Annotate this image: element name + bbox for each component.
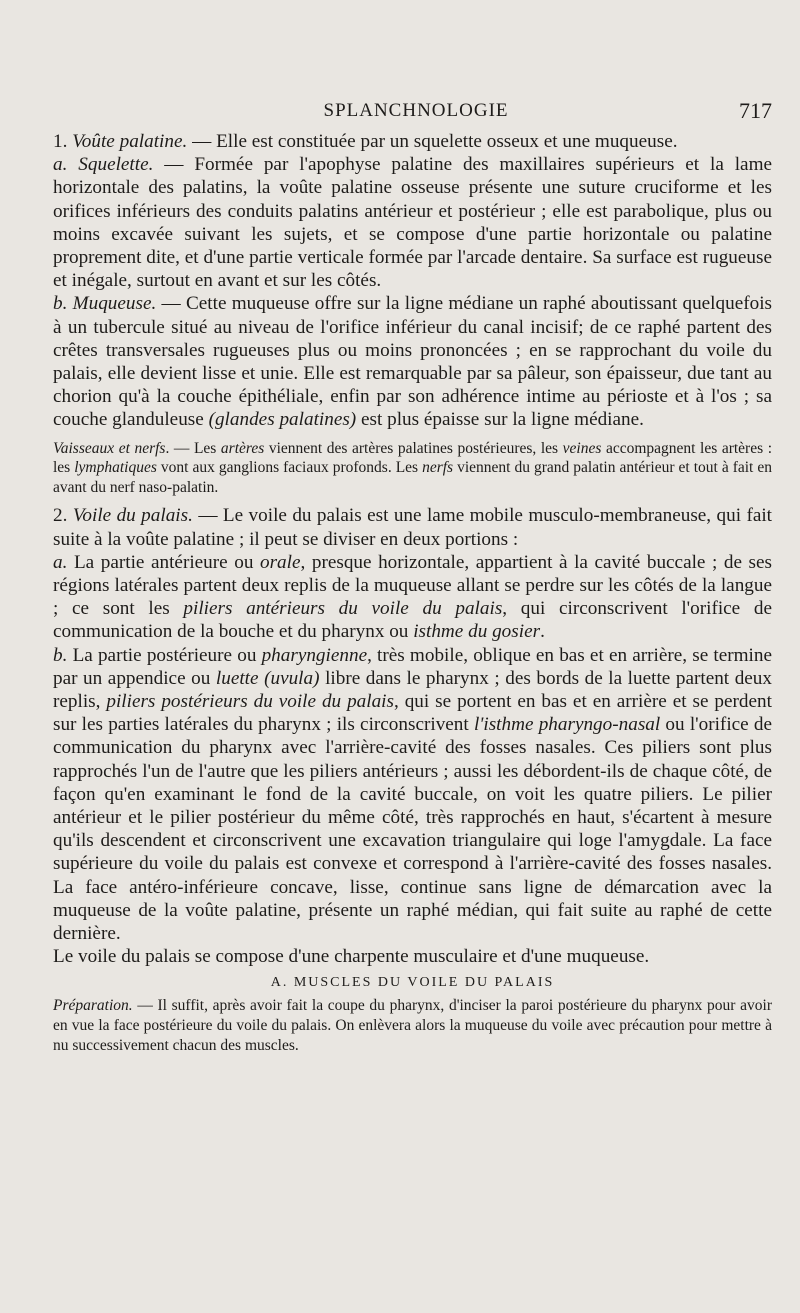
section-heading: A. MUSCLES DU VOILE DU PALAIS xyxy=(270,975,555,991)
term: (glandes palatines) xyxy=(208,409,357,431)
paragraph-muqueuse xyxy=(53,292,772,431)
term: Préparation. xyxy=(53,997,133,1015)
note-text: vont aux ganglions faciaux profonds. Les xyxy=(156,459,423,477)
paragraph-text: — Le voile du palais est une lame mobile musculo-membraneuse, qui fait suite à la voûte palatine ; il peut se diviser en deux portions : xyxy=(53,505,773,550)
paragraph-text: , presque horizontale, appartient à la cavité buccale ; de ses régions latérales partent deux replis de la muqueuse allant se perdre sur les côtés de la langue ; ce sont les xyxy=(53,551,772,620)
running-header xyxy=(60,98,772,124)
item-letter: b. xyxy=(53,293,73,315)
note-text: viennent du grand palatin antérieur et tout à fait en avant du nerf naso-palatin. xyxy=(53,459,772,496)
note-text: accompagnent les artères : les xyxy=(53,439,772,477)
paragraph-text: . xyxy=(540,621,545,643)
paragraph-voile-du-palais xyxy=(53,504,772,550)
term: Squelette. xyxy=(78,154,154,176)
paragraph-partie-anterieure xyxy=(53,551,772,644)
term: Voile du palais. xyxy=(72,505,193,527)
term: piliers antérieurs du voile du palais xyxy=(183,598,503,620)
paragraph-voute-palatine xyxy=(53,130,772,153)
term: Vaisseaux et nerfs xyxy=(53,439,166,457)
note-preparation xyxy=(53,996,772,1055)
note-text: viennent des artères palatines postérieures, les xyxy=(264,439,563,457)
term: piliers postérieurs du voile du palais xyxy=(106,691,394,713)
term: luette (uvula) xyxy=(215,667,320,689)
paragraph-text: est plus épaisse sur la ligne médiane. xyxy=(356,409,644,431)
term: Voûte palatine. xyxy=(72,131,188,152)
paragraph-text: — Elle est constituée par un squelette osseux et une muqueuse. xyxy=(187,131,678,152)
page-body xyxy=(53,130,772,1055)
note-vaisseaux-nerfs xyxy=(53,439,772,498)
paragraph-text: — Formée par l'apophyse palatine des maxillaires supérieurs et la lame horizontale des palatins, la voûte palatine osseuse présente une suture cruciforme et les orifices inférieurs des conduits palatins antérieur et postérieur ; elle est parabolique, plus ou moins excavée suivant les sujets, et se compose d'une partie horizontale ou palatine proprement dite, et d'une partie verticale formée par l'arcade dentaire. Sa surface est rugueuse et inégale, surtout en avant et sur les côtés. xyxy=(53,154,773,292)
running-title: SPLANCHNOLOGIE xyxy=(323,100,509,121)
item-letter: a. xyxy=(53,154,79,176)
term: orale xyxy=(259,551,301,573)
paragraph-squelette xyxy=(53,153,772,292)
paragraph-text: , qui circonscrivent l'orifice de communication de la bouche et du pharynx ou xyxy=(53,598,772,643)
paragraph-text: libre dans le pharynx ; des bords de la luette partent deux replis, xyxy=(53,667,772,713)
item-number: 2. xyxy=(53,505,73,527)
term: Muqueuse. xyxy=(72,293,157,315)
item-letter: b. xyxy=(53,644,73,666)
paragraph-text: ou l'orifice de communication du pharynx avec l'arrière-cavité des fosses nasales. Ces piliers sont plus rapprochés l'un de l'autre que les piliers antérieurs ; aussi les débordent-ils de chaque côté, de façon qu'en examinant le fond de la cavité buccale, on voit les quatre piliers. Le pilier antérieur et le pilier postérieur du même côté, très rapprochés en haut, s'écartent à mesure qu'ils descendent et circonscrivent une excavation triangulaire qui loge l'amygdale. La face supérieure du voile du palais est convexe et correspond à l'arrière-cavité des fosses nasales. La face antéro-inférieure concave, lisse, continue sans ligne de démarcation avec la muqueuse de la voûte palatine, présente un raphé médian, qui fait suite au raphé de cette dernière. xyxy=(53,714,773,945)
paragraph-text: , qui se portent en bas et en arrière et se perdent sur les parties latérales du pharynx ; ils circonscrivent xyxy=(53,691,772,736)
paragraph-text: La partie antérieure ou xyxy=(73,551,260,573)
term: lymphatiques xyxy=(74,459,157,477)
note-text: . — Les xyxy=(165,439,221,457)
term: veines xyxy=(562,439,602,457)
paragraph-partie-posterieure xyxy=(53,644,772,946)
item-letter: a. xyxy=(53,551,74,573)
item-number: 1. xyxy=(53,131,73,152)
paragraph-composition: Le voile du palais se compose d'une charpente musculaire et d'une muqueuse. xyxy=(53,946,650,968)
note-text: — Il suffit, après avoir fait la coupe du pharynx, d'inciser la paroi postérieure du pharynx pour avoir en vue la face postérieure du voile du palais. On enlèvera alors la muqueuse du voile avec précaution pour mettre à nu successivement chacun des muscles. xyxy=(53,997,772,1054)
term: l'isthme pharyngo-nasal xyxy=(473,714,661,736)
term: nerfs xyxy=(422,459,454,477)
paragraph-text: — Cette muqueuse offre sur la ligne médiane un raphé aboutissant quelquefois à un tubercule situé au niveau de l'orifice inférieur du canal incisif; de ce raphé partent des crêtes transversales rugueuses plus ou moins prononcées ; en se rapprochant du voile du palais, elle devient lisse et unie. Elle est remarquable par sa pâleur, son épaisseur, due tant au chorion qu'à la couche épithéliale, enfin par son adhérence intime au périoste et à l'os ; sa couche glanduleuse xyxy=(53,293,773,431)
term: isthme du gosier xyxy=(413,621,541,643)
term: pharyngienne xyxy=(261,644,368,666)
paragraph-text: , très mobile, oblique en bas et en arrière, se termine par un appendice ou xyxy=(53,644,772,689)
paragraph-text: La partie postérieure ou xyxy=(72,644,262,666)
page-number: 717 xyxy=(739,98,772,123)
term: artères xyxy=(220,439,265,457)
